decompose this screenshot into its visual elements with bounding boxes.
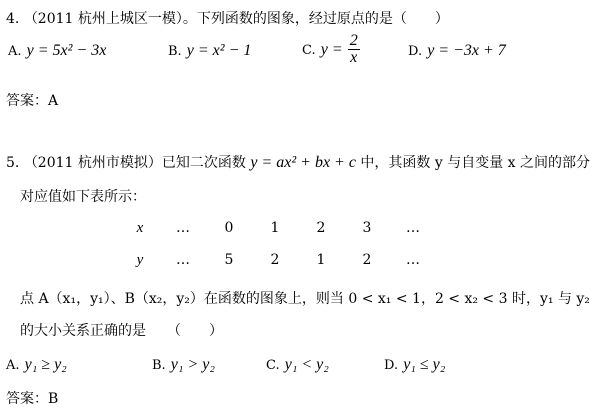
q5-condition-line: 点 A（x₁，y₁）、B（x₂，y₂）在函数的图象上，则当 0 < x₁ < 1，2 < x₂ < 3 时，y₁ 与 y₂ <box>20 291 590 307</box>
table-cell: 1 <box>270 220 280 236</box>
option-expr: y = −3x + 7 <box>427 42 506 59</box>
option-label: D. <box>384 358 399 373</box>
fraction <box>348 33 360 66</box>
option-expr: y₁ ≤ y₂ <box>403 356 446 373</box>
q4-option-b <box>168 40 251 60</box>
q5-stem-line <box>6 152 590 172</box>
table-cell: 2 <box>270 252 280 268</box>
q4-option-a <box>8 40 106 60</box>
table-cell: … <box>176 220 190 236</box>
q4-number: 4. <box>6 11 20 27</box>
option-expr: y₁ > y₂ <box>170 356 215 373</box>
table-cell: 5 <box>224 252 234 268</box>
option-expr-lhs: y = <box>320 41 343 58</box>
q4-stem: （2011 杭州上城区一模）。下列函数的图象，经过原点的是（ ） <box>23 11 449 27</box>
table-cell: … <box>176 252 190 268</box>
table-cell: … <box>406 252 420 268</box>
table-cell: 3 <box>362 220 372 236</box>
table-cell: … <box>406 220 420 236</box>
table-cell: 0 <box>224 220 234 236</box>
table-row-y <box>120 244 436 276</box>
option-expr: y = x² − 1 <box>186 42 252 59</box>
option-label: C. <box>266 358 280 373</box>
option-label: B. <box>168 44 182 59</box>
option-expr: y₁ < y₂ <box>284 356 329 373</box>
option-label: A. <box>8 44 22 59</box>
q5-answer: 答案：B <box>6 391 59 407</box>
q5-stem-line2: 对应值如下表所示： <box>20 189 146 205</box>
fraction-denominator: x <box>350 49 358 66</box>
table-row-x <box>120 212 436 244</box>
q5-option-c <box>266 354 329 374</box>
option-label: B. <box>152 358 166 373</box>
q4-option-c <box>302 33 360 66</box>
table-header-x: x <box>136 219 144 236</box>
table-cell: 1 <box>316 252 326 268</box>
table-header-y: y <box>136 251 144 268</box>
option-label: A. <box>6 358 20 373</box>
q4-answer: 答案：A <box>6 93 59 109</box>
q4-stem-line <box>6 8 449 28</box>
q5-stem-prefix: （2011 杭州市模拟）已知二次函数 <box>23 155 246 171</box>
q5-option-b <box>152 354 215 374</box>
q5-condition-line2: 的大小关系正确的是 （ ） <box>20 323 223 339</box>
table-cell: 2 <box>362 252 372 268</box>
table-cell: 2 <box>316 220 326 236</box>
q5-option-d <box>384 354 445 374</box>
option-label: C. <box>302 43 316 58</box>
option-expr: y = 5x² − 3x <box>26 42 107 59</box>
q5-stem-suffix: 中，其函数 y 与自变量 x 之间的部分 <box>360 155 591 171</box>
q5-function-expr: y = ax² + bx + c <box>250 154 356 171</box>
fraction-numerator: 2 <box>349 32 358 49</box>
q5-number: 5. <box>6 155 20 171</box>
option-label: D. <box>408 44 423 59</box>
value-table <box>120 212 436 276</box>
option-expr: y₁ ≥ y₂ <box>24 356 67 373</box>
q4-option-d <box>408 40 506 60</box>
q5-option-a <box>6 354 67 374</box>
